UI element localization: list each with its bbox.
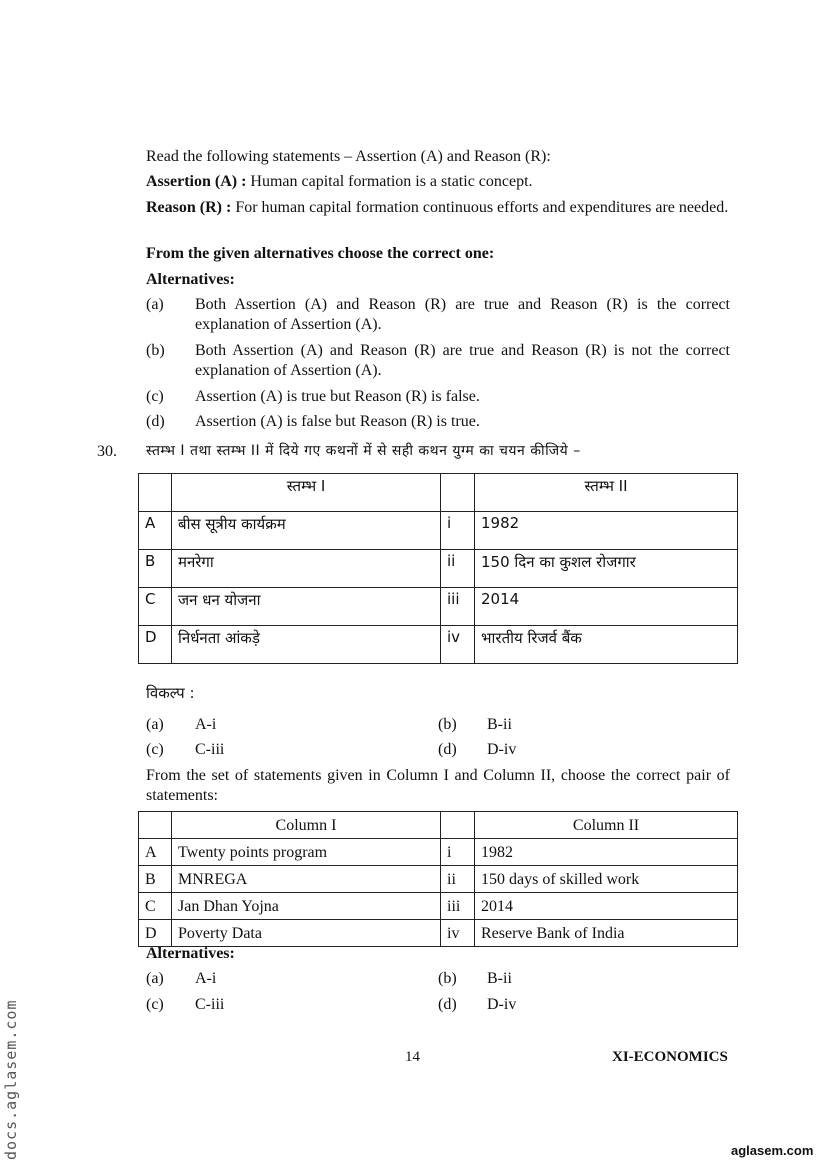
cell: बीस सूत्रीय कार्यक्रम	[172, 512, 441, 550]
assertion	[146, 172, 533, 192]
cell: i	[441, 512, 475, 550]
table-header-row	[139, 812, 738, 839]
english-option-c: C-iii	[195, 996, 225, 1013]
cell: Jan Dhan Yojna	[172, 893, 441, 920]
cell: C	[139, 893, 172, 920]
cell: Poverty Data	[172, 920, 441, 947]
option-label: (c)	[146, 388, 164, 405]
assertion-label: Assertion (A) :	[146, 173, 247, 190]
assertion-text: Human capital formation is a static concept.	[246, 173, 533, 190]
english-question: From the set of statements given in Column I and Column II, choose the correct pair of statements:	[146, 767, 730, 804]
cell: B	[139, 550, 172, 588]
cell: C	[139, 588, 172, 626]
cell: 1982	[475, 512, 738, 550]
question-number: 30.	[97, 443, 117, 460]
header-col2: Column II	[475, 812, 738, 839]
option-label: (d)	[146, 413, 165, 430]
cell: Reserve Bank of India	[475, 920, 738, 947]
cell: iii	[441, 588, 475, 626]
option-label: (a)	[146, 296, 164, 313]
hindi-option-b: B-ii	[487, 716, 512, 733]
cell: 150 दिन का कुशल रोजगार	[475, 550, 738, 588]
cell: निर्धनता आंकड़े	[172, 626, 441, 664]
cell: ii	[441, 866, 475, 893]
english-options-label: Alternatives:	[146, 945, 235, 962]
cell: ii	[441, 550, 475, 588]
cell: D	[139, 920, 172, 947]
english-option-b: B-ii	[487, 970, 512, 987]
english-match-table	[138, 811, 738, 947]
cell: i	[441, 839, 475, 866]
cell: जन धन योजना	[172, 588, 441, 626]
option-label: (a)	[146, 716, 164, 733]
reason-text: For human capital formation continuous efforts and expenditures are needed.	[231, 199, 729, 216]
hindi-match-table	[138, 473, 738, 664]
table-header-row	[139, 474, 738, 512]
table-row	[139, 893, 738, 920]
reason-label: Reason (R) :	[146, 199, 232, 216]
page-number: 14	[405, 1049, 420, 1065]
cell: MNREGA	[172, 866, 441, 893]
option-label: (d)	[438, 996, 457, 1013]
hindi-options-label: विकल्प :	[146, 684, 195, 702]
cell: Twenty points program	[172, 839, 441, 866]
table-row	[139, 920, 738, 947]
cell: मनरेगा	[172, 550, 441, 588]
option-label: (b)	[438, 716, 457, 733]
cell: iv	[441, 920, 475, 947]
cell: 150 days of skilled work	[475, 866, 738, 893]
footer-subject: XI-ECONOMICS	[612, 1049, 728, 1065]
option-label: (c)	[146, 741, 164, 758]
option-label: (d)	[438, 741, 457, 758]
q29-instruction: From the given alternatives choose the correct one:	[146, 245, 495, 262]
table-row	[139, 588, 738, 626]
option-a: Both Assertion (A) and Reason (R) are true and Reason (R) is the correct explanation of Assertion (A).	[195, 296, 730, 333]
hindi-option-c: C-iii	[195, 741, 225, 758]
reason	[146, 198, 730, 218]
option-c: Assertion (A) is true but Reason (R) is false.	[195, 388, 480, 405]
table-row	[139, 866, 738, 893]
q29-intro: Read the following statements – Assertion (A) and Reason (R):	[146, 148, 551, 165]
cell: iv	[441, 626, 475, 664]
brand-watermark: aglasem.com	[731, 1143, 814, 1158]
header-col1: स्तम्भ I	[172, 474, 441, 512]
english-option-d: D-iv	[487, 996, 517, 1013]
cell: A	[139, 512, 172, 550]
header-col1: Column I	[172, 812, 441, 839]
hindi-option-a: A-i	[195, 716, 217, 733]
cell: 2014	[475, 588, 738, 626]
option-b: Both Assertion (A) and Reason (R) are true and Reason (R) is not the correct explanation of Assertion (A).	[195, 342, 730, 379]
option-label: (b)	[146, 342, 165, 359]
option-label: (a)	[146, 970, 164, 987]
hindi-question: स्तम्भ I तथा स्तम्भ II में दिये गए कथनों में से सही कथन युग्म का चयन कीजिये –	[146, 443, 581, 459]
table-row	[139, 839, 738, 866]
table-row	[139, 550, 738, 588]
hindi-option-d: D-iv	[487, 741, 517, 758]
q29-alternatives-label: Alternatives:	[146, 271, 235, 288]
header-col2: स्तम्भ II	[475, 474, 738, 512]
table-row	[139, 512, 738, 550]
cell: iii	[441, 893, 475, 920]
cell: 1982	[475, 839, 738, 866]
option-label: (c)	[146, 996, 164, 1013]
option-d: Assertion (A) is false but Reason (R) is true.	[195, 413, 480, 430]
cell: B	[139, 866, 172, 893]
side-watermark: docs.aglasem.com	[2, 999, 20, 1160]
cell: भारतीय रिजर्व बैंक	[475, 626, 738, 664]
english-option-a: A-i	[195, 970, 217, 987]
cell: D	[139, 626, 172, 664]
table-row	[139, 626, 738, 664]
cell: A	[139, 839, 172, 866]
option-label: (b)	[438, 970, 457, 987]
cell: 2014	[475, 893, 738, 920]
